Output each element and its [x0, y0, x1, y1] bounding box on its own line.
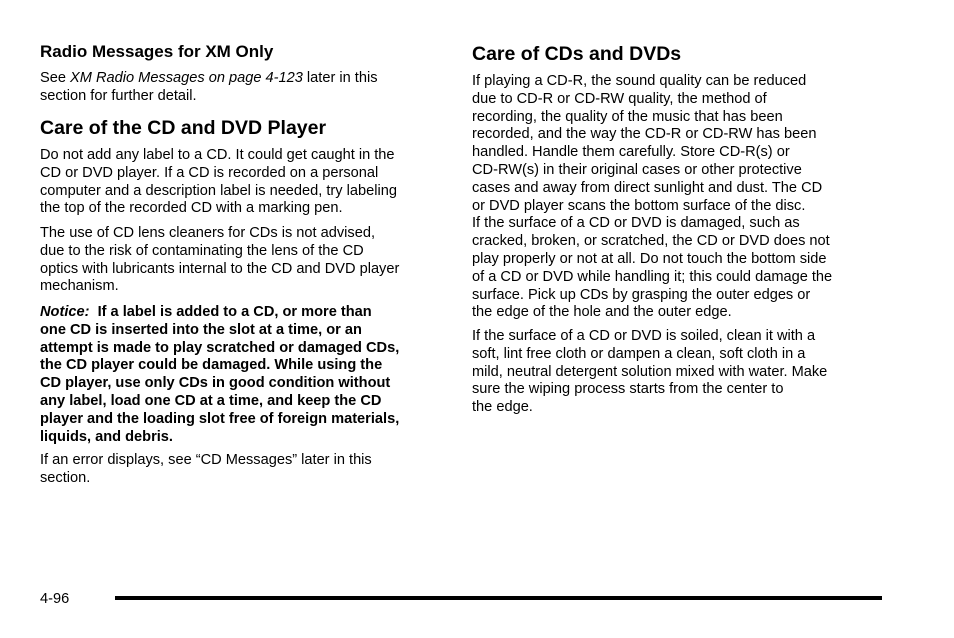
- paragraph-line: the top of the recorded CD with a marking pen.: [40, 200, 343, 217]
- radio-messages-paragraph: [40, 70, 378, 106]
- notice-line: player and the loading slot free of foreign materials,: [40, 410, 400, 427]
- paragraph-line: handled. Handle them carefully. Store CD-R(s) or: [472, 144, 790, 161]
- notice-line: attempt is made to play scratched or damaged CDs,: [40, 339, 400, 356]
- see-prefix: See: [40, 70, 71, 86]
- radio-messages-line-1: [40, 70, 378, 88]
- notice-line: [40, 304, 399, 322]
- paragraph-line: soft, lint free cloth or dampen a clean, soft cloth in a: [472, 345, 806, 362]
- paragraph-line: recording, the quality of the music that has been: [472, 108, 783, 125]
- notice-line: one CD is inserted into the slot at a time, or an: [40, 321, 362, 338]
- cd-r-quality-paragraph: [472, 73, 832, 322]
- paragraph-line: due to CD-R or CD-RW quality, the method of: [472, 90, 767, 107]
- paragraph-line: If playing a CD-R, the sound quality can be reduced: [472, 73, 807, 89]
- see-suffix: later in this: [302, 70, 378, 86]
- paragraph-line: recorded, and the way the CD-R or CD-RW has been: [472, 126, 817, 143]
- notice-line: liquids, and debris.: [40, 428, 173, 445]
- paragraph-line: play properly or not at all. Do not touch the bottom side: [472, 250, 827, 267]
- notice-line: any label, load one CD at a time, and keep the CD: [40, 392, 382, 409]
- paragraph-line: surface. Pick up CDs by grasping the outer edges or: [472, 286, 811, 303]
- radio-messages-line-2: section for further detail.: [40, 87, 197, 104]
- paragraph-line: The use of CD lens cleaners for CDs is not advised,: [40, 225, 375, 241]
- paragraph-line: cases and away from direct sunlight and dust. The CD: [472, 179, 823, 196]
- notice-label: Notice:: [40, 304, 90, 320]
- page-number: 4-96: [40, 591, 70, 607]
- cleaning-paragraph: [472, 328, 827, 417]
- label-warning-paragraph: [40, 147, 397, 218]
- paragraph-line: due to the risk of contaminating the lens of the CD: [40, 242, 364, 259]
- paragraph-line: CD or DVD player. If a CD is recorded on a personal: [40, 164, 379, 181]
- xm-radio-messages-reference[interactable]: XM Radio Messages on page 4-123: [70, 70, 303, 86]
- paragraph-line: the edge of the hole and the outer edge.: [472, 304, 732, 321]
- paragraph-line: optics with lubricants internal to the CD and DVD player: [40, 260, 400, 277]
- paragraph-line: If an error displays, see “CD Messages” later in this: [40, 452, 372, 468]
- notice-first-line: If a label is added to a CD, or more than: [97, 304, 372, 320]
- notice-paragraph: [40, 304, 399, 446]
- paragraph-line: section.: [40, 469, 91, 486]
- paragraph-line: sure the wiping process starts from the center to: [472, 381, 784, 398]
- paragraph-line: cracked, broken, or scratched, the CD or DVD does not: [472, 233, 830, 250]
- paragraph-line: mild, neutral detergent solution mixed with water. Make: [472, 363, 828, 380]
- lens-cleaner-paragraph: [40, 225, 399, 296]
- error-display-paragraph: [40, 452, 372, 488]
- notice-line: CD player, use only CDs in good condition without: [40, 375, 391, 392]
- paragraph-line: CD-RW(s) in their original cases or other protective: [472, 161, 802, 178]
- notice-line: the CD player could be damaged. While using the: [40, 357, 383, 374]
- radio-messages-heading: Radio Messages for XM Only: [40, 42, 274, 61]
- cds-dvds-care-heading: Care of CDs and DVDs: [472, 43, 682, 65]
- paragraph-line: of a CD or DVD while handling it; this could damage the: [472, 268, 833, 285]
- paragraph-line: the edge.: [472, 399, 533, 416]
- paragraph-line: mechanism.: [40, 278, 119, 295]
- cd-player-care-heading: Care of the CD and DVD Player: [40, 117, 327, 139]
- paragraph-line: computer and a description label is needed, try labeling: [40, 182, 397, 199]
- paragraph-line: If the surface of a CD or DVD is soiled, clean it with a: [472, 328, 816, 344]
- footer-rule: [115, 596, 882, 600]
- paragraph-line: Do not add any label to a CD. It could get caught in the: [40, 147, 395, 163]
- paragraph-line: or DVD player scans the bottom surface of the disc.: [472, 197, 806, 214]
- paragraph-line: If the surface of a CD or DVD is damaged, such as: [472, 215, 800, 232]
